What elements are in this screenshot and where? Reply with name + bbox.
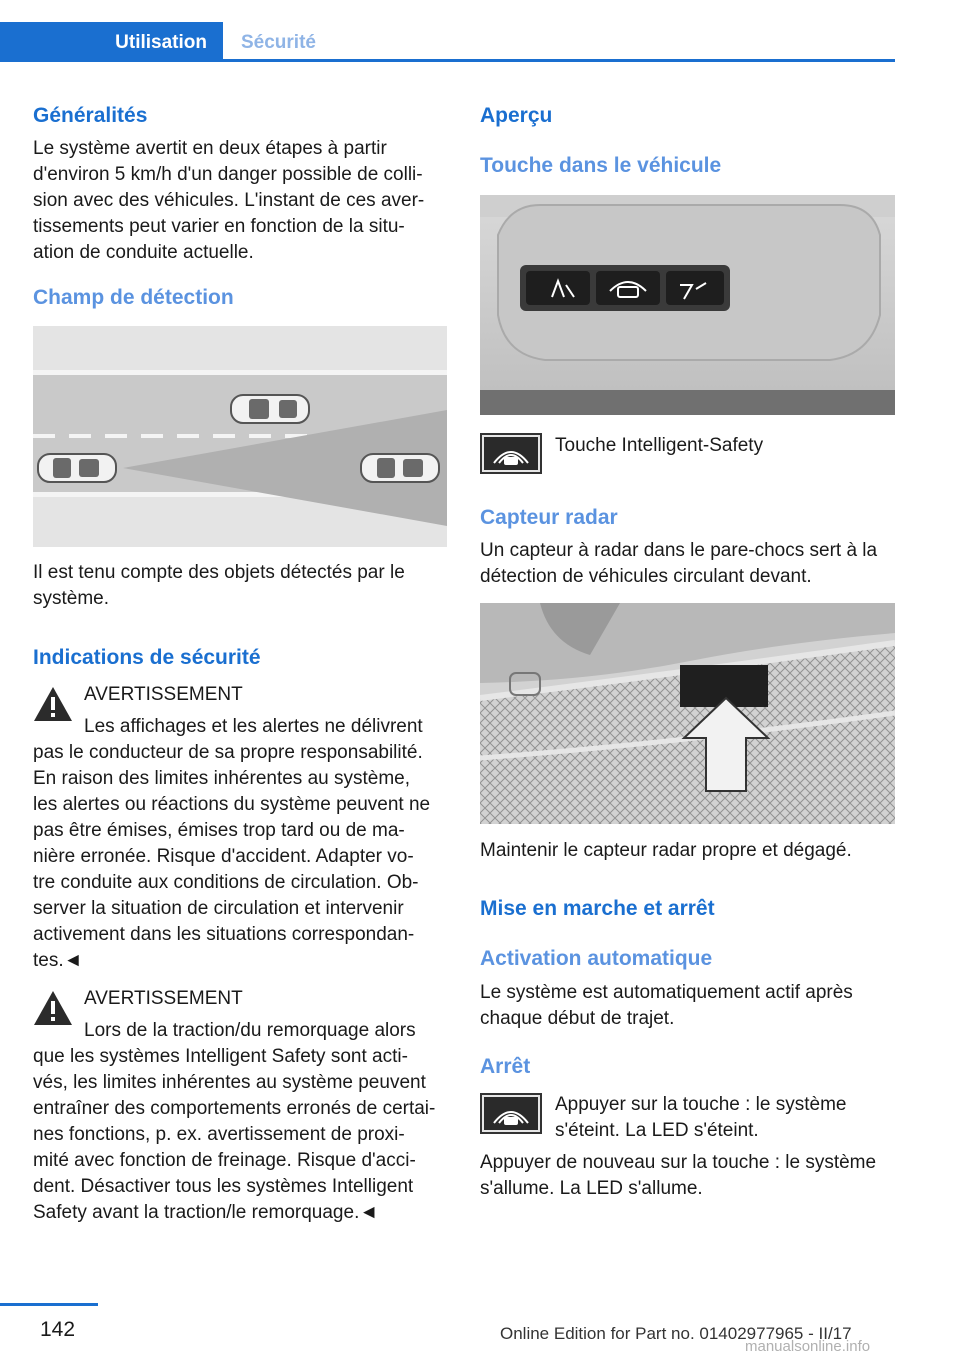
- text-line: détection de véhicules circulant devant.: [480, 566, 812, 587]
- arret-icon-text: [555, 1092, 895, 1144]
- text-line: Il est tenu compte des objets détectés par le: [33, 562, 405, 583]
- apercu-heading: Aperçu: [480, 104, 553, 127]
- text-line: Appuyer de nouveau sur la touche : le système: [480, 1152, 877, 1173]
- tab-utilisation-label: Utilisation: [115, 32, 207, 53]
- tab-securite-label: Sécurité: [241, 32, 316, 53]
- warning1-label: AVERTISSEMENT: [84, 684, 243, 705]
- marche-heading: Mise en marche et arrêt: [480, 897, 715, 920]
- text-line: s'éteint. La LED s'éteint.: [555, 1120, 759, 1141]
- car-ahead-top: [231, 395, 309, 423]
- text-line: Safety avant la traction/le remorquage.◄: [33, 1202, 379, 1223]
- text-line: dent. Désactiver tous les systèmes Intelligent: [33, 1176, 414, 1197]
- own-car: [38, 454, 116, 482]
- capteur-caption: Maintenir le capteur radar propre et dégagé.: [480, 840, 852, 861]
- warning2-line: Lors de la traction/du remorquage alors: [84, 1020, 416, 1041]
- text-line: vés, les limites inhérentes au système peuvent: [33, 1072, 426, 1093]
- text-line: Un capteur à radar dans le pare-chocs sert à la: [480, 540, 878, 561]
- activation-paragraph: [480, 980, 900, 1032]
- watermark: manualsonline.info: [745, 1338, 871, 1355]
- text-line: Le système avertit en deux étapes à partir: [33, 138, 387, 159]
- text-line: En raison des limites inhérentes au système,: [33, 768, 411, 789]
- text-line: chaque début de trajet.: [480, 1008, 675, 1029]
- text-line: entraîner des comportements erronés de certai‐: [33, 1098, 436, 1119]
- text-line: Appuyer sur la touche : le système: [555, 1094, 847, 1115]
- text-line: que les systèmes Intelligent Safety sont acti‐: [33, 1046, 408, 1067]
- touche-heading: Touche dans le véhicule: [480, 154, 722, 177]
- text-line: tes.◄: [33, 950, 83, 971]
- warning2-text: [33, 1044, 453, 1226]
- indications-heading: Indications de sécurité: [33, 646, 261, 669]
- generalites-paragraph: [33, 136, 453, 266]
- intelligent-safety-button-icon: [480, 433, 542, 474]
- detection-field-svg: [33, 326, 447, 547]
- text-line: d'environ 5 km/h d'un danger possible de colli‐: [33, 164, 423, 185]
- champ-heading: Champ de détection: [33, 286, 234, 309]
- page-number: 142: [40, 1318, 76, 1341]
- text-line: s'allume. La LED s'allume.: [480, 1178, 703, 1199]
- text-line: sion avec des véhicules. L'instant de ces aver‐: [33, 190, 425, 211]
- capteur-paragraph: [480, 538, 900, 590]
- text-line: pas le conducteur de sa propre responsabilité.: [33, 742, 423, 763]
- button-panel-photo: [480, 195, 895, 415]
- capteur-heading: Capteur radar: [480, 506, 618, 529]
- intelligent-safety-button-icon: [480, 1093, 542, 1134]
- generalites-heading: Généralités: [33, 104, 148, 127]
- text-line: ation de conduite actuelle.: [33, 242, 254, 263]
- text-line: nes fonctions, p. ex. avertissement de proxi‐: [33, 1124, 405, 1145]
- champ-caption: [33, 560, 453, 612]
- text-line: pas être émises, émises trop tard ou de ma‐: [33, 820, 405, 841]
- text-line: Le système est automatiquement actif après: [480, 982, 853, 1003]
- arret-paragraph: [480, 1150, 900, 1202]
- detection-field-illustration: [33, 326, 447, 547]
- text-line: server la situation de circulation et intervenir: [33, 898, 404, 919]
- text-line: tissements peut varier en fonction de la situ‐: [33, 216, 405, 237]
- warning-triangle-icon: [33, 686, 73, 722]
- activation-heading: Activation automatique: [480, 947, 713, 970]
- text-line: activement dans les situations correspondan‐: [33, 924, 415, 945]
- radar-sensor-photo: [480, 603, 895, 824]
- edition-text: Online Edition for Part no. 01402977965 - II/17: [500, 1324, 852, 1343]
- car-ahead-lane: [361, 454, 439, 482]
- text-line: les alertes ou réactions du système peuvent ne: [33, 794, 431, 815]
- touche-caption: Touche Intelligent-Safety: [555, 435, 764, 456]
- arret-heading: Arrêt: [480, 1055, 531, 1078]
- tab-securite[interactable]: [223, 22, 895, 62]
- footer-rule: [0, 1303, 98, 1306]
- text-line: mité avec fonction de freinage. Risque d'acci‐: [33, 1150, 416, 1171]
- text-line: système.: [33, 588, 110, 609]
- warning2-label: AVERTISSEMENT: [84, 988, 243, 1009]
- warning1-text: [33, 740, 453, 974]
- warning-triangle-icon: [33, 990, 73, 1026]
- text-line: tre conduite aux conditions de circulation. Ob‐: [33, 872, 419, 893]
- tab-utilisation[interactable]: [0, 22, 223, 62]
- text-line: nière erronée. Risque d'accident. Adapter vo‐: [33, 846, 414, 867]
- warning1-line: Les affichages et les alertes ne délivrent: [84, 716, 423, 737]
